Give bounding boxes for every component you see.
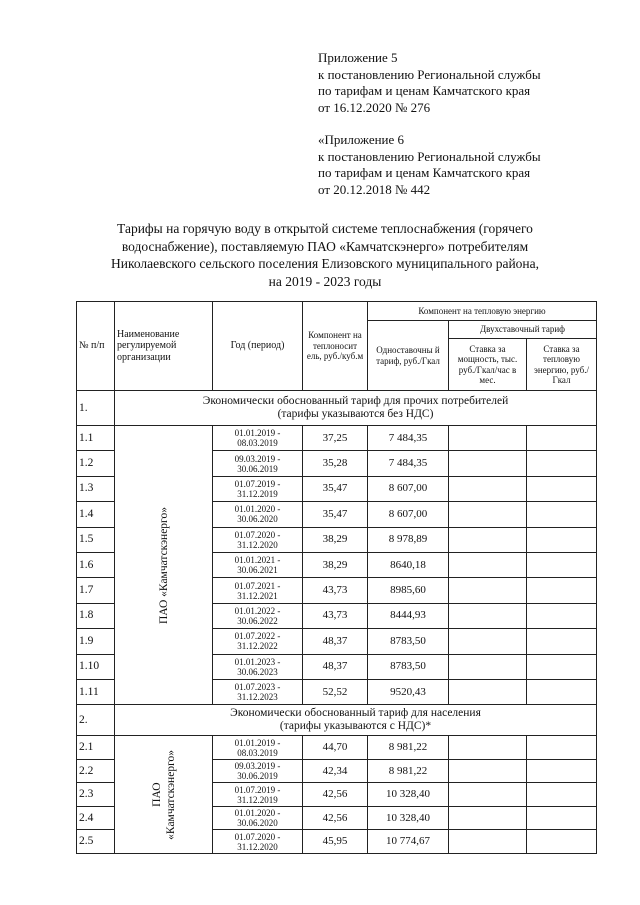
period-cell: [213, 736, 303, 760]
table-row: [77, 426, 597, 451]
period-line: 01.01.2019 -: [234, 428, 281, 439]
row-number: 1.8: [77, 603, 115, 628]
row-number: 2.2: [77, 759, 115, 783]
header-capacity-rate: Ставка за мощность, тыс. руб./Гкал/час в мес.: [449, 339, 527, 391]
carrier-value: 45,95: [303, 830, 368, 854]
capacity-rate-value: [449, 736, 527, 760]
single-rate-value: 8444,93: [368, 603, 449, 628]
carrier-value: 35,47: [303, 502, 368, 527]
section-title: [115, 705, 597, 736]
energy-rate-value: [527, 759, 597, 783]
carrier-value: 35,28: [303, 451, 368, 476]
capacity-rate-value: [449, 806, 527, 830]
period-cell: [213, 759, 303, 783]
appendix-line: от 20.12.2018 № 442: [318, 181, 431, 197]
header-period: Год (период): [213, 302, 303, 391]
period-cell: [213, 451, 303, 476]
section-title-line: Экономически обоснованный тариф для прочих потребителей: [202, 395, 509, 407]
capacity-rate-value: [449, 830, 527, 854]
capacity-rate-value: [449, 679, 527, 704]
appendix-line: по тарифам и ценам Камчатского края: [318, 83, 531, 98]
appendix-line: по тарифам и ценам Камчатского края: [318, 165, 531, 180]
appendix-line: к постановлению Региональной службы: [318, 66, 541, 82]
organization-cell: [115, 426, 213, 705]
period-line: 01.01.2020 -: [234, 808, 281, 819]
carrier-value: 38,29: [303, 527, 368, 552]
period-cell: [213, 476, 303, 501]
period-cell: [213, 654, 303, 679]
title-line: водоснабжение), поставляемую ПАО «Камчатскэнерго» потребителям: [121, 238, 529, 254]
title-line: на 2019 - 2023 годы: [268, 273, 382, 289]
period-cell: [213, 502, 303, 527]
row-number: 2.5: [77, 830, 115, 854]
energy-rate-value: [527, 629, 597, 654]
row-number: 2.4: [77, 806, 115, 830]
capacity-rate-value: [449, 502, 527, 527]
period-line: 01.01.2021 -: [234, 555, 281, 566]
single-rate-value: 8 981,22: [368, 759, 449, 783]
organization-name-line: «Камчатскэнерго»: [164, 749, 177, 840]
header-num: № п/п: [77, 302, 115, 391]
period-line: 08.03.2019: [237, 747, 278, 758]
period-line: 31.12.2020: [237, 841, 278, 852]
single-rate-value: 10 328,40: [368, 783, 449, 807]
capacity-rate-value: [449, 783, 527, 807]
energy-rate-value: [527, 476, 597, 501]
energy-rate-value: [527, 451, 597, 476]
capacity-rate-value: [449, 629, 527, 654]
title-line: Николаевского сельского поселения Елизовского муниципального района,: [110, 256, 540, 271]
capacity-rate-value: [449, 476, 527, 501]
period-cell: [213, 679, 303, 704]
section-title-line: (тарифы указываются с НДС)*: [279, 720, 432, 733]
single-rate-value: 10 774,67: [368, 830, 449, 854]
row-number: 1.9: [77, 629, 115, 654]
carrier-value: 42,56: [303, 783, 368, 807]
header-single-rate: Одноставочны й тариф, руб./Гкал: [368, 321, 449, 391]
section-title-line: Экономически обоснованный тариф для населения: [230, 707, 481, 720]
appendix-line: от 16.12.2020 № 276: [318, 99, 431, 115]
single-rate-value: 8640,18: [368, 552, 449, 577]
row-number: 1.10: [77, 654, 115, 679]
header-carrier: Компонент на теплоносит ель, руб./куб.м: [303, 302, 368, 391]
period-cell: [213, 578, 303, 603]
period-line: 01.07.2019 -: [234, 478, 281, 489]
period-line: 01.07.2019 -: [234, 784, 281, 795]
organization-cell: [115, 736, 213, 854]
single-rate-value: 8 981,22: [368, 736, 449, 760]
period-line: 30.06.2023: [237, 666, 278, 677]
carrier-value: 35,47: [303, 476, 368, 501]
period-line: 31.12.2023: [237, 692, 278, 703]
section-number: 1.: [77, 391, 115, 426]
carrier-value: 43,73: [303, 578, 368, 603]
period-line: 09.03.2019 -: [234, 453, 281, 464]
energy-rate-value: [527, 654, 597, 679]
single-rate-value: 8 978,89: [368, 527, 449, 552]
single-rate-value: 9520,43: [368, 679, 449, 704]
row-number: 1.7: [77, 578, 115, 603]
period-line: 01.01.2022 -: [234, 605, 281, 616]
capacity-rate-value: [449, 527, 527, 552]
document-title: [60, 220, 590, 290]
single-rate-value: 8 607,00: [368, 502, 449, 527]
section-title-line: (тарифы указываются без НДС): [277, 408, 434, 420]
organization-name: [150, 750, 178, 840]
row-number: 1.11: [77, 679, 115, 704]
row-number: 1.1: [77, 426, 115, 451]
carrier-value: 42,34: [303, 759, 368, 783]
period-line: 01.07.2021 -: [234, 580, 281, 591]
period-line: 31.12.2020: [237, 539, 278, 550]
capacity-rate-value: [449, 451, 527, 476]
row-number: 1.3: [77, 476, 115, 501]
section-title: [115, 391, 597, 426]
period-cell: [213, 527, 303, 552]
energy-rate-value: [527, 426, 597, 451]
single-rate-value: 7 484,35: [368, 426, 449, 451]
carrier-value: 44,70: [303, 736, 368, 760]
period-line: 30.06.2020: [237, 818, 278, 829]
carrier-value: 52,52: [303, 679, 368, 704]
section-row: [77, 391, 597, 426]
period-line: 30.06.2020: [237, 514, 278, 525]
carrier-value: 43,73: [303, 603, 368, 628]
period-line: 01.01.2019 -: [234, 737, 281, 748]
energy-rate-value: [527, 603, 597, 628]
carrier-value: 38,29: [303, 552, 368, 577]
section-row: [77, 705, 597, 736]
period-line: 31.12.2022: [237, 641, 278, 652]
period-line: 01.07.2020 -: [234, 831, 281, 842]
single-rate-value: 8 607,00: [368, 476, 449, 501]
row-number: 1.2: [77, 451, 115, 476]
period-line: 08.03.2019: [237, 438, 278, 449]
period-line: 01.07.2023 -: [234, 682, 281, 693]
header-heat-energy: Компонент на тепловую энергию: [368, 302, 597, 321]
period-line: 30.06.2022: [237, 615, 278, 626]
period-line: 30.06.2019: [237, 771, 278, 782]
carrier-value: 37,25: [303, 426, 368, 451]
row-number: 1.6: [77, 552, 115, 577]
period-line: 31.12.2021: [237, 590, 278, 601]
single-rate-value: 10 328,40: [368, 806, 449, 830]
single-rate-value: 8985,60: [368, 578, 449, 603]
title-line: Тарифы на горячую воду в открытой системе теплоснабжения (горячего: [117, 221, 533, 236]
spacer: [318, 116, 541, 132]
energy-rate-value: [527, 783, 597, 807]
energy-rate-value: [527, 527, 597, 552]
period-cell: [213, 806, 303, 830]
period-cell: [213, 830, 303, 854]
period-line: 09.03.2019 -: [234, 761, 281, 772]
energy-rate-value: [527, 806, 597, 830]
appendix-line: Приложение 5: [318, 50, 398, 65]
energy-rate-value: [527, 736, 597, 760]
period-line: 01.07.2020 -: [234, 529, 281, 540]
period-cell: [213, 783, 303, 807]
appendix-line: «Приложение 6: [318, 132, 405, 147]
capacity-rate-value: [449, 654, 527, 679]
row-number: 2.3: [77, 783, 115, 807]
header-energy-rate: Ставка за тепловую энергию, руб./Гкал: [527, 339, 597, 391]
period-line: 01.07.2022 -: [234, 631, 281, 642]
energy-rate-value: [527, 578, 597, 603]
period-cell: [213, 426, 303, 451]
capacity-rate-value: [449, 426, 527, 451]
period-cell: [213, 603, 303, 628]
single-rate-value: 7 484,35: [368, 451, 449, 476]
period-line: 01.01.2023 -: [234, 656, 281, 667]
energy-rate-value: [527, 679, 597, 704]
single-rate-value: 8783,50: [368, 654, 449, 679]
capacity-rate-value: [449, 552, 527, 577]
period-cell: [213, 552, 303, 577]
period-line: 30.06.2019: [237, 463, 278, 474]
period-line: 30.06.2021: [237, 565, 278, 576]
period-line: 31.12.2019: [237, 794, 278, 805]
carrier-value: 42,56: [303, 806, 368, 830]
period-line: 01.01.2020 -: [234, 504, 281, 515]
row-number: 2.1: [77, 736, 115, 760]
capacity-rate-value: [449, 759, 527, 783]
appendix-reference: [318, 50, 541, 198]
table-row: [77, 736, 597, 760]
carrier-value: 48,37: [303, 654, 368, 679]
energy-rate-value: [527, 552, 597, 577]
capacity-rate-value: [449, 603, 527, 628]
appendix-line: к постановлению Региональной службы: [318, 148, 541, 164]
energy-rate-value: [527, 502, 597, 527]
carrier-value: 48,37: [303, 629, 368, 654]
organization-name-line: ПАО: [150, 782, 163, 807]
tariff-table: [76, 301, 597, 854]
energy-rate-value: [527, 830, 597, 854]
section-number: 2.: [77, 705, 115, 736]
row-number: 1.4: [77, 502, 115, 527]
row-number: 1.5: [77, 527, 115, 552]
header-org: Наименование регулируемой организации: [115, 302, 213, 391]
organization-name: ПАО «Камчатскэнерго»: [157, 506, 170, 624]
period-line: 31.12.2019: [237, 488, 278, 499]
period-cell: [213, 629, 303, 654]
single-rate-value: 8783,50: [368, 629, 449, 654]
capacity-rate-value: [449, 578, 527, 603]
header-two-rate: Двухставочный тариф: [449, 321, 597, 339]
